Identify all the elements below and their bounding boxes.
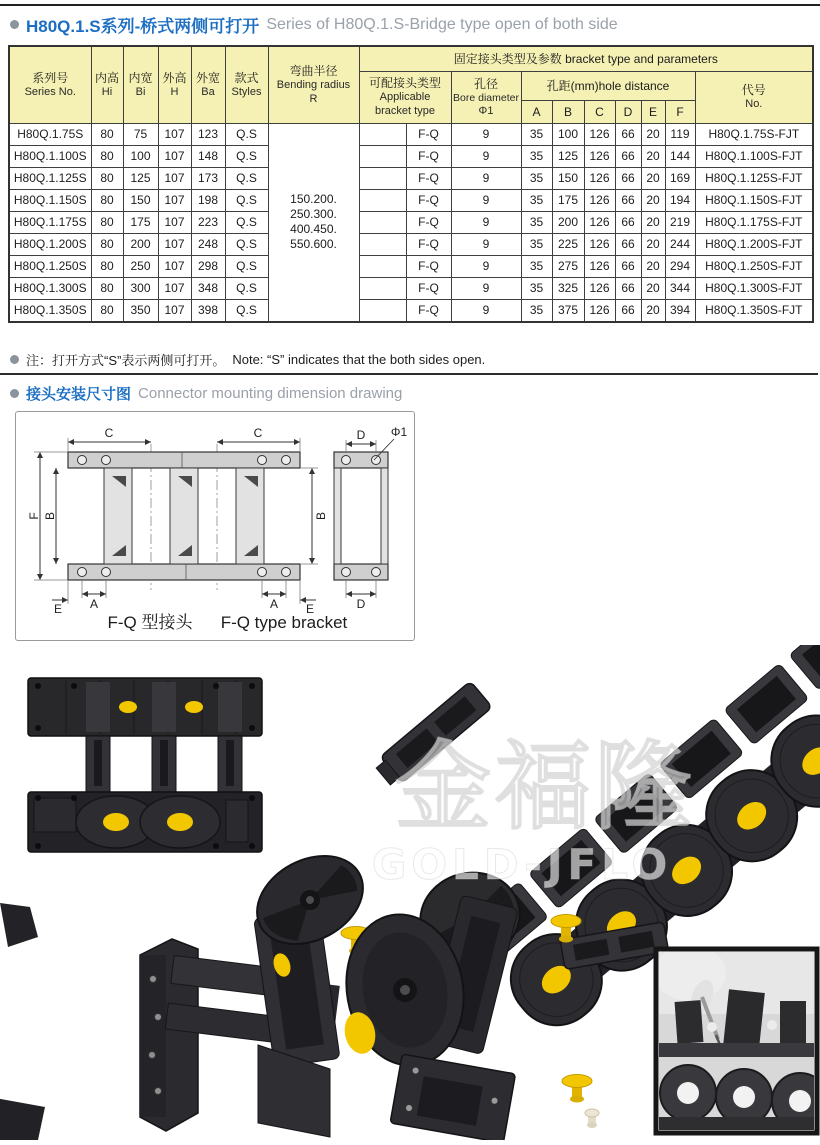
dim-label-d: D: [356, 597, 366, 611]
page-title-cn: H80Q.1.S系列-桥式两侧可打开: [26, 17, 260, 36]
col-header-bending-radius: 弯曲半径 Bending radius R: [268, 46, 359, 124]
col-header-applicable: 可配接头类型 Applicable bracket type: [359, 72, 451, 124]
watermark-en: GOLD-JFLO: [371, 840, 673, 889]
dim-label-d: D: [356, 428, 366, 442]
col-header-c: C: [584, 101, 615, 124]
watermark: [372, 731, 695, 889]
col-header-b: B: [552, 101, 584, 124]
col-header-h: 外高 H: [158, 46, 191, 124]
spec-table: [8, 45, 814, 323]
section-title-cn: 接头安装尺寸图: [26, 386, 132, 403]
table-row: H80Q.1.100S 80 100 107 148 Q.S F-Q 9 35 125 126 66 20 144 H80Q.1.100S-FJT: [9, 146, 813, 168]
product-photo-collage: [0, 645, 820, 1140]
bullet-icon: [10, 20, 19, 29]
col-header-no: 代号 No.: [695, 72, 813, 124]
table-row: H80Q.1.250S 80 250 107 298 Q.S F-Q 9 35 275 126 66 20 294 H80Q.1.250S-FJT: [9, 256, 813, 278]
col-header-a: A: [521, 101, 552, 124]
table-row: H80Q.1.350S 80 350 107 398 Q.S F-Q 9 35 375 126 66 20 394 H80Q.1.350S-FJT: [9, 300, 813, 322]
col-header-d: D: [615, 101, 641, 124]
plastic-plug: [585, 1109, 599, 1128]
yellow-knob: [562, 1075, 592, 1103]
dim-label-a: A: [89, 597, 99, 611]
col-header-series: 系列号 Series No.: [9, 46, 91, 124]
bullet-icon: [10, 355, 19, 364]
dim-label-f: F: [27, 512, 41, 520]
dim-label-c: C: [253, 426, 263, 440]
col-header-bore: 孔径 Bore diameter Φ1: [451, 72, 521, 124]
col-header-hole-distance: 孔距(mm)hole distance: [521, 72, 695, 101]
table-row: H80Q.1.75S 80 75 107 123 Q.S 150.200. 250.300. 400.450. 550.600. F-Q 9 35 100 126 66 20 119 H80Q.1.75S-FJT: [9, 124, 813, 146]
table-row: H80Q.1.150S 80 150 107 198 Q.S F-Q 9 35 175 126 66 20 194 H80Q.1.150S-FJT: [9, 190, 813, 212]
note-en: Note: “S” indicates that the both sides open.: [232, 352, 486, 367]
col-header-e: E: [641, 101, 665, 124]
col-header-bi: 内宽 Bi: [123, 46, 158, 124]
col-header-f: F: [665, 101, 695, 124]
col-header-styles: 款式 Styles: [225, 46, 268, 124]
table-row: H80Q.1.175S 80 175 107 223 Q.S F-Q 9 35 200 126 66 20 219 H80Q.1.175S-FJT: [9, 212, 813, 234]
page-title: [10, 12, 618, 37]
dim-label-phi1: Φ1: [390, 425, 408, 439]
note-cn: 注：打开方式“S”表示两侧可打开。: [26, 353, 226, 368]
table-row: H80Q.1.125S 80 125 107 173 Q.S F-Q 9 35 150 126 66 20 169 H80Q.1.125S-FJT: [9, 168, 813, 190]
dimension-drawing-panel: [15, 411, 415, 641]
section-divider: [0, 373, 818, 375]
page-title-en: Series of H80Q.1.S-Bridge type open of both side: [266, 15, 618, 33]
table-note: [10, 350, 485, 369]
table-row: H80Q.1.200S 80 200 107 248 Q.S F-Q 9 35 225 126 66 20 244 H80Q.1.200S-FJT: [9, 234, 813, 256]
drawing-caption-en: F-Q type bracket: [220, 613, 348, 632]
top-rule: [0, 4, 820, 6]
bending-radius-cell: 150.200. 250.300. 400.450. 550.600.: [268, 124, 359, 322]
dim-label-c: C: [104, 426, 114, 440]
dim-label-e: E: [53, 602, 63, 616]
cell: H80Q.1.75S: [9, 124, 91, 146]
drawing-caption-cn: F-Q 型接头: [107, 613, 193, 632]
group-header-bracket: 固定接头类型及参数 bracket type and parameters: [359, 46, 813, 72]
watermark-cn: 金福隆: [395, 731, 695, 843]
dim-label-e: E: [305, 602, 315, 616]
product-photos: [0, 645, 820, 1140]
fq-bracket-dimension-drawing: [16, 412, 412, 638]
dim-label-b: B: [314, 511, 328, 521]
col-header-ba: 外宽 Ba: [191, 46, 225, 124]
table-row: H80Q.1.300S 80 300 107 348 Q.S F-Q 9 35 325 126 66 20 344 H80Q.1.300S-FJT: [9, 278, 813, 300]
bullet-icon: [10, 389, 19, 398]
photo-chain-top-view: [28, 678, 262, 852]
photo-inset-opening-demo: [654, 945, 820, 1133]
col-header-hi: 内高 Hi: [91, 46, 123, 124]
section-title-en: Connector mounting dimension drawing: [138, 385, 403, 402]
dim-label-a: A: [269, 597, 279, 611]
section-title: [10, 383, 402, 404]
dim-label-b: B: [43, 511, 57, 521]
